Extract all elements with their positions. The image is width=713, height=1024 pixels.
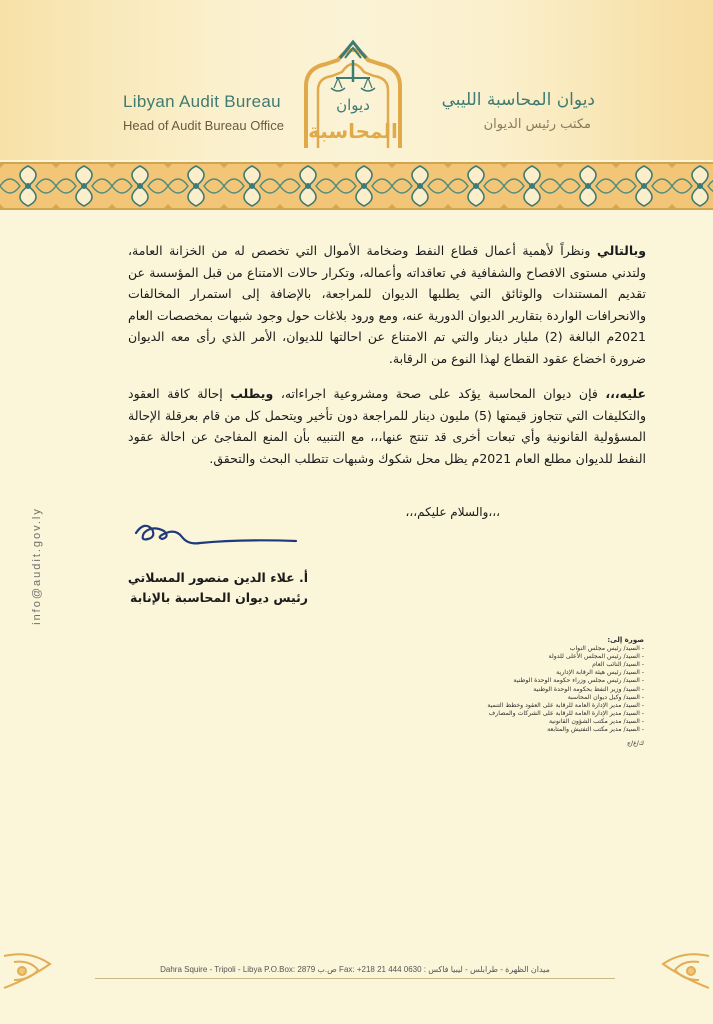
paragraph-2-text: إحالة كافة العقود والتكليفات التي تتجاوز قيمتها (5) مليون دينار للمراجعة دون تأخير ويتحمل كل من قام بعرقلة الإحالة المسؤولية القانونية وأي تبعات أخرى قد تنتج عنها،،، مع التنبيه بأن المنع المفاجئ عن احالة عقود النفط للديوان مطلع العام 2021م يظل محل شكوك وشبهات تتطلب البحث والتحقق. xyxy=(128,386,647,466)
closing-salutation: ،،،والسلام عليكم،،، xyxy=(405,505,500,519)
footer-ornament-left-icon xyxy=(4,954,50,988)
ar-title: ديوان المحاسبة الليبي xyxy=(441,90,595,110)
paragraph-1 xyxy=(128,240,646,369)
cc-item: - السيد/ مدير مكتب التفتيش والمتابعة xyxy=(547,726,644,734)
cc-item: - السيد/ رئيس هيئة الرقابة الإدارية xyxy=(556,669,644,677)
cc-item: - السيد/ وكيل ديوان المحاسبة xyxy=(567,693,644,701)
cc-item: - السيد/ رئيس مجلس وزراء حكومة الوحدة الوطنية xyxy=(513,677,644,685)
side-email: info@audit.gov.ly xyxy=(31,507,43,625)
footer-address: Dahra Squire - Tripoli - Libya P.O.Box: 2879 ص.ب Fax: +218 21 444 0630 : ميدان الظهرة - طرابلس - ليبيا فاكس xyxy=(160,965,550,974)
paragraph-2-bold: ويطلب xyxy=(230,386,274,401)
paragraph-2-lead: عليه،،، xyxy=(605,386,646,401)
cc-item: - السيد/ وزير النفط بحكومة الوحدة الوطنية xyxy=(533,685,644,693)
logo-bottom-text: المحاسبة xyxy=(308,119,398,143)
footer-divider xyxy=(95,978,615,979)
paragraph-1-lead: وبالتالي xyxy=(597,243,646,258)
cc-item: - السيد/ مدير الإدارة العامة للرقابة على العقود وخطط التنمية xyxy=(487,701,644,709)
ornament-band xyxy=(0,162,713,210)
en-title: Libyan Audit Bureau xyxy=(123,92,281,111)
cc-item: - السيد/ مدير الإدارة العامة للرقابة على الشركات والمصارف xyxy=(488,709,644,717)
en-subtitle: Head of Audit Bureau Office xyxy=(123,118,284,133)
cc-title: صورة إلى: xyxy=(607,636,644,644)
signer-name: أ. علاء الدين منصور المسلاتي xyxy=(127,570,308,585)
paragraph-2 xyxy=(128,383,646,469)
signature-icon xyxy=(130,515,300,555)
paragraph-1-text: ونظراً لأهمية أعمال قطاع النفط وضخامة الأموال التي تخصص له من الخزانة العامة، ولتدني مستوى الافصاح والشفافية في تعاقداته وأعماله، وتكرار حالات الامتناع من قبل المؤسسة عن تقديم المستندات والوثائق التي يطلبها الديوان للمراجعة، بالإضافة إلى استمرار المخالفات والانحرافات الواردة بتقارير الديوان الدورية عنه، ومع ورود بلاغات حول وجود شبهات بمخصصات العام 2021م البالغة (2) مليار دينار والتي تم الامتناع عن احالتها للديوان، الأمر الذي رأى معه الديوان ضرورة اخضاع عقود القطاع لهذا النوع من الرقابة. xyxy=(128,243,646,366)
signer-title: رئيس ديوان المحاسبة بالإنابة xyxy=(129,590,308,605)
letter-body xyxy=(128,240,646,483)
letterhead xyxy=(0,0,713,160)
signer-block xyxy=(118,568,308,608)
cc-item: - السيد/ مدير مكتب الشؤون القانونية xyxy=(548,717,644,725)
cc-item: - السيد/ رئيس المجلس الأعلى للدولة xyxy=(548,653,644,661)
reference-code: ك/ع/ج xyxy=(627,740,644,748)
footer-ornament-right-icon xyxy=(663,954,709,988)
cc-item: - السيد/ النائب العام xyxy=(592,661,644,669)
audit-bureau-logo-icon xyxy=(298,38,408,150)
arabesque-pattern-icon xyxy=(0,162,713,210)
paragraph-2-mid: فإن ديوان المحاسبة يؤكد على صحة ومشروعية اجراءاته، xyxy=(273,386,606,401)
ar-subtitle: مكتب رئيس الديوان xyxy=(483,117,591,132)
distribution-list xyxy=(432,636,644,748)
logo-top-text: ديوان xyxy=(336,96,370,114)
cc-item: - السيد/ رئيس مجلس النواب xyxy=(569,645,644,653)
